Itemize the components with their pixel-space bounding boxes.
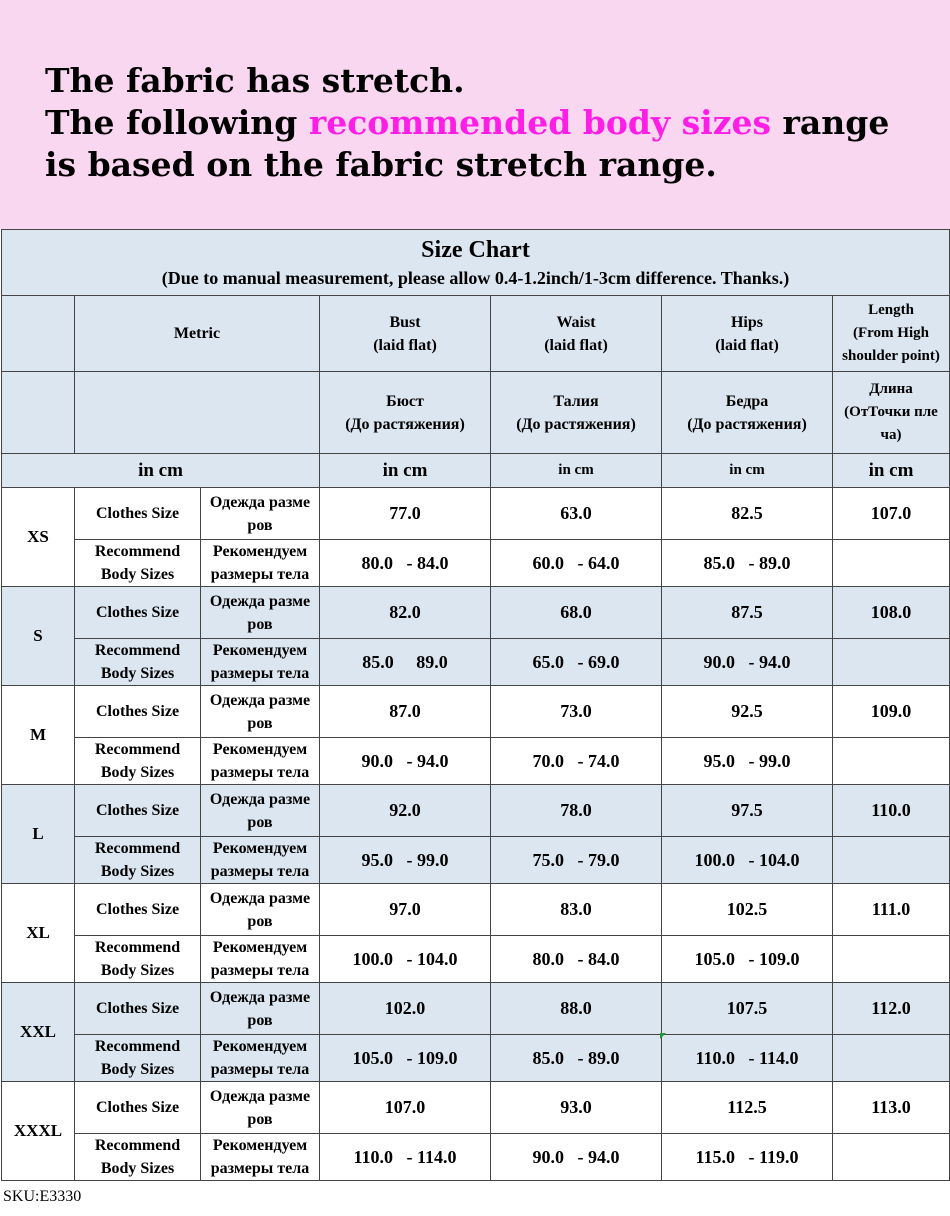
rec-bust-range: 110.0 - 114.0 — [320, 1134, 491, 1181]
size-row-clothes — [2, 1082, 950, 1134]
rec-length-empty — [833, 1035, 950, 1082]
rec-hips-range: 95.0 - 99.0 — [662, 738, 833, 785]
size-row-recommend — [2, 738, 950, 785]
recommend-label-ru-line1: Рекомендуем — [212, 939, 308, 956]
rec-hips-range: 115.0 - 119.0 — [662, 1134, 833, 1181]
recommend-label-ru-line1: Рекомендуем — [212, 1137, 308, 1154]
rec-waist-range: 60.0 - 64.0 — [491, 540, 662, 587]
hips-value: 107.5 — [662, 983, 833, 1035]
rec-bust-range: 80.0 - 84.0 — [320, 540, 491, 587]
length-value: 108.0 — [833, 587, 950, 639]
clothes-size-label-ru-line2: ров — [247, 615, 273, 633]
recommend-label-line2: Body Sizes — [100, 665, 175, 682]
rec-hips-range: 90.0 - 94.0 — [662, 639, 833, 686]
recommend-label-ru-line1: Рекомендуем — [212, 741, 308, 758]
clothes-size-label: Clothes Size — [75, 785, 201, 837]
header-hips-line2: (laid flat) — [715, 336, 779, 354]
clothes-size-label-ru-line2: ров — [247, 516, 273, 534]
clothes-size-label-ru-line2: ров — [247, 1011, 273, 1029]
recommend-label-ru — [201, 540, 320, 587]
bust-value: 87.0 — [320, 686, 491, 738]
size-row-recommend — [2, 639, 950, 686]
rec-length-empty — [833, 837, 950, 884]
header-ru-waist-line2: (До растяжения) — [516, 415, 636, 433]
rec-bust-range: 90.0 - 94.0 — [320, 738, 491, 785]
clothes-size-label-ru-line1: Одежда разме — [209, 592, 311, 610]
rec-hips-range: 110.0 - 114.0 — [662, 1035, 833, 1082]
header-length-line2: (From High — [853, 325, 929, 341]
rec-length-empty — [833, 540, 950, 587]
unit-waist: in cm — [491, 454, 662, 488]
units-row — [2, 454, 950, 488]
stretch-notice-text — [45, 60, 889, 186]
recommend-label-line1: Recommend — [94, 1038, 181, 1055]
size-row-recommend — [2, 1134, 950, 1181]
recommend-label-line2: Body Sizes — [100, 566, 175, 583]
waist-value: 78.0 — [491, 785, 662, 837]
bust-value: 77.0 — [320, 488, 491, 540]
length-value: 113.0 — [833, 1082, 950, 1134]
header-waist-line1: Waist — [556, 313, 596, 331]
recommend-label-ru-line2: размеры тела — [210, 962, 310, 979]
recommend-label-ru-line1: Рекомендуем — [212, 543, 308, 560]
hips-value: 112.5 — [662, 1082, 833, 1134]
size-label: XXXL — [2, 1082, 75, 1181]
size-label: XS — [2, 488, 75, 587]
rec-bust-range: 85.0 89.0 — [320, 639, 491, 686]
recommend-label — [75, 936, 201, 983]
header-length-line3: shoulder point) — [842, 348, 940, 364]
clothes-size-label-ru-line1: Одежда разме — [209, 988, 311, 1006]
waist-value: 68.0 — [491, 587, 662, 639]
recommend-label-line2: Body Sizes — [100, 1160, 175, 1177]
header-hips — [662, 296, 833, 372]
bust-value: 107.0 — [320, 1082, 491, 1134]
notice-line-3: is based on the fabric stretch range. — [45, 145, 717, 184]
header-length — [833, 296, 950, 372]
clothes-size-label-ru — [201, 488, 320, 540]
header-ru-length — [833, 372, 950, 454]
bust-value: 102.0 — [320, 983, 491, 1035]
recommend-label-ru — [201, 1035, 320, 1082]
rec-length-empty — [833, 936, 950, 983]
hips-value: 102.5 — [662, 884, 833, 936]
header-bust — [320, 296, 491, 372]
recommend-label — [75, 1035, 201, 1082]
header-waist-line2: (laid flat) — [544, 336, 608, 354]
clothes-size-label-ru-line1: Одежда разме — [209, 889, 311, 907]
recommend-label-ru-line2: размеры тела — [210, 566, 310, 583]
recommend-label-line1: Recommend — [94, 939, 181, 956]
rec-waist-range: 75.0 - 79.0 — [491, 837, 662, 884]
header-bust-line2: (laid flat) — [373, 336, 437, 354]
chart-subtitle: (Due to manual measurement, please allow 0.4-1.2inch/1-3cm difference. Thanks.) — [161, 267, 790, 288]
rec-hips-range: 85.0 - 89.0 — [662, 540, 833, 587]
rec-length-empty — [833, 738, 950, 785]
recommend-label-line1: Recommend — [94, 543, 181, 560]
clothes-size-label: Clothes Size — [75, 488, 201, 540]
waist-value: 88.0 — [491, 983, 662, 1035]
size-row-clothes — [2, 587, 950, 639]
rec-length-empty — [833, 1134, 950, 1181]
rec-length-empty — [833, 639, 950, 686]
size-row-recommend — [2, 1035, 950, 1082]
hips-value: 82.5 — [662, 488, 833, 540]
clothes-size-label-ru-line1: Одежда разме — [209, 493, 311, 511]
length-value: 107.0 — [833, 488, 950, 540]
header-ru-length-line1: Длина — [869, 381, 913, 397]
waist-value: 93.0 — [491, 1082, 662, 1134]
unit-metric: in cm — [2, 454, 320, 488]
hips-value: 92.5 — [662, 686, 833, 738]
header-corner — [2, 296, 75, 372]
clothes-size-label-ru-line2: ров — [247, 813, 273, 831]
header-length-line1: Length — [868, 302, 914, 318]
clothes-size-label-ru-line1: Одежда разме — [209, 691, 311, 709]
rec-bust-range: 105.0 - 109.0 — [320, 1035, 491, 1082]
header-row-ru — [2, 372, 950, 454]
recommend-label-ru-line2: размеры тела — [210, 764, 310, 781]
rec-waist-range: 90.0 - 94.0 — [491, 1134, 662, 1181]
bust-value: 82.0 — [320, 587, 491, 639]
size-row-clothes — [2, 983, 950, 1035]
clothes-size-label-ru — [201, 686, 320, 738]
recommend-label-ru — [201, 639, 320, 686]
hips-value: 87.5 — [662, 587, 833, 639]
notice-line-2-pre: The following — [45, 103, 309, 142]
header-ru-length-line3: ча) — [880, 427, 902, 443]
bust-value: 97.0 — [320, 884, 491, 936]
rec-waist-range: 85.0 - 89.0 — [491, 1035, 662, 1082]
unit-bust: in cm — [320, 454, 491, 488]
recommend-label-ru — [201, 738, 320, 785]
corner-marker — [660, 1033, 666, 1039]
header-ru-bust — [320, 372, 491, 454]
bust-value: 92.0 — [320, 785, 491, 837]
rec-bust-range: 95.0 - 99.0 — [320, 837, 491, 884]
clothes-size-label: Clothes Size — [75, 884, 201, 936]
header-ru-bust-line1: Бюст — [386, 392, 424, 410]
recommend-label-ru-line1: Рекомендуем — [212, 1038, 308, 1055]
clothes-size-label-ru-line1: Одежда разме — [209, 1087, 311, 1105]
recommend-label-line2: Body Sizes — [100, 863, 175, 880]
stretch-notice-banner — [0, 0, 950, 229]
recommend-label-line2: Body Sizes — [100, 764, 175, 781]
size-label: XL — [2, 884, 75, 983]
size-row-recommend — [2, 540, 950, 587]
rec-waist-range: 80.0 - 84.0 — [491, 936, 662, 983]
size-row-clothes — [2, 785, 950, 837]
size-row-recommend — [2, 837, 950, 884]
size-row-recommend — [2, 936, 950, 983]
size-label: M — [2, 686, 75, 785]
clothes-size-label: Clothes Size — [75, 983, 201, 1035]
rec-hips-range: 105.0 - 109.0 — [662, 936, 833, 983]
notice-line-2 — [45, 102, 889, 144]
rec-hips-range: 100.0 - 104.0 — [662, 837, 833, 884]
clothes-size-label: Clothes Size — [75, 686, 201, 738]
recommend-label — [75, 540, 201, 587]
length-value: 111.0 — [833, 884, 950, 936]
chart-title: Size Chart — [421, 236, 530, 263]
size-row-clothes — [2, 686, 950, 738]
waist-value: 63.0 — [491, 488, 662, 540]
recommend-label-line1: Recommend — [94, 741, 181, 758]
length-value: 112.0 — [833, 983, 950, 1035]
unit-length: in cm — [833, 454, 950, 488]
recommend-label-ru-line2: размеры тела — [210, 1160, 310, 1177]
recommend-label-ru-line1: Рекомендуем — [212, 642, 308, 659]
rec-bust-range: 100.0 - 104.0 — [320, 936, 491, 983]
header-ru-waist-line1: Талия — [553, 392, 599, 410]
header-ru-waist — [491, 372, 662, 454]
clothes-size-label-ru — [201, 1082, 320, 1134]
sku-label: SKU:E3330 — [3, 1188, 82, 1205]
recommend-label — [75, 1134, 201, 1181]
notice-line-2-post: range — [771, 103, 890, 142]
recommend-label-ru-line2: размеры тела — [210, 1061, 310, 1078]
title-row — [2, 230, 950, 296]
recommend-label-ru — [201, 936, 320, 983]
header-metric: Metric — [75, 296, 320, 372]
clothes-size-label-ru — [201, 884, 320, 936]
clothes-size-label-ru-line2: ров — [247, 912, 273, 930]
recommend-label — [75, 738, 201, 785]
clothes-size-label-ru-line2: ров — [247, 1110, 273, 1128]
clothes-size-label: Clothes Size — [75, 587, 201, 639]
hips-value: 97.5 — [662, 785, 833, 837]
size-label: S — [2, 587, 75, 686]
waist-value: 83.0 — [491, 884, 662, 936]
clothes-size-label-ru-line2: ров — [247, 714, 273, 732]
recommend-label — [75, 837, 201, 884]
clothes-size-label-ru — [201, 983, 320, 1035]
recommend-label — [75, 639, 201, 686]
clothes-size-label-ru — [201, 587, 320, 639]
length-value: 110.0 — [833, 785, 950, 837]
recommend-label-line1: Recommend — [94, 840, 181, 857]
recommend-label-ru — [201, 1134, 320, 1181]
size-row-clothes — [2, 884, 950, 936]
header-ru-corner — [2, 372, 75, 454]
size-chart — [0, 229, 950, 1182]
recommend-label-line2: Body Sizes — [100, 1061, 175, 1078]
recommend-label-ru-line2: размеры тела — [210, 863, 310, 880]
header-ru-length-line2: (ОтТочки пле — [844, 404, 938, 420]
unit-hips: in cm — [662, 454, 833, 488]
notice-highlight: recommended body sizes — [308, 103, 772, 142]
rec-waist-range: 65.0 - 69.0 — [491, 639, 662, 686]
recommend-label-line1: Recommend — [94, 1137, 181, 1154]
size-label: L — [2, 785, 75, 884]
header-row-en — [2, 296, 950, 372]
header-ru-bust-line2: (До растяжения) — [345, 415, 465, 433]
header-ru-metric — [75, 372, 320, 454]
recommend-label-ru — [201, 837, 320, 884]
recommend-label-line2: Body Sizes — [100, 962, 175, 979]
header-waist — [491, 296, 662, 372]
length-value: 109.0 — [833, 686, 950, 738]
clothes-size-label: Clothes Size — [75, 1082, 201, 1134]
size-chart-table — [1, 229, 950, 1181]
clothes-size-label-ru-line1: Одежда разме — [209, 790, 311, 808]
header-bust-line1: Bust — [389, 313, 421, 331]
clothes-size-label-ru — [201, 785, 320, 837]
header-ru-hips — [662, 372, 833, 454]
header-ru-hips-line2: (До растяжения) — [687, 415, 807, 433]
recommend-label-line1: Recommend — [94, 642, 181, 659]
recommend-label-ru-line1: Рекомендуем — [212, 840, 308, 857]
size-label: XXL — [2, 983, 75, 1082]
rec-waist-range: 70.0 - 74.0 — [491, 738, 662, 785]
header-hips-line1: Hips — [730, 313, 763, 331]
title-cell — [2, 230, 950, 296]
size-row-clothes — [2, 488, 950, 540]
notice-line-1: The fabric has stretch. — [45, 61, 465, 100]
waist-value: 73.0 — [491, 686, 662, 738]
recommend-label-ru-line2: размеры тела — [210, 665, 310, 682]
header-ru-hips-line1: Бедра — [725, 392, 769, 410]
